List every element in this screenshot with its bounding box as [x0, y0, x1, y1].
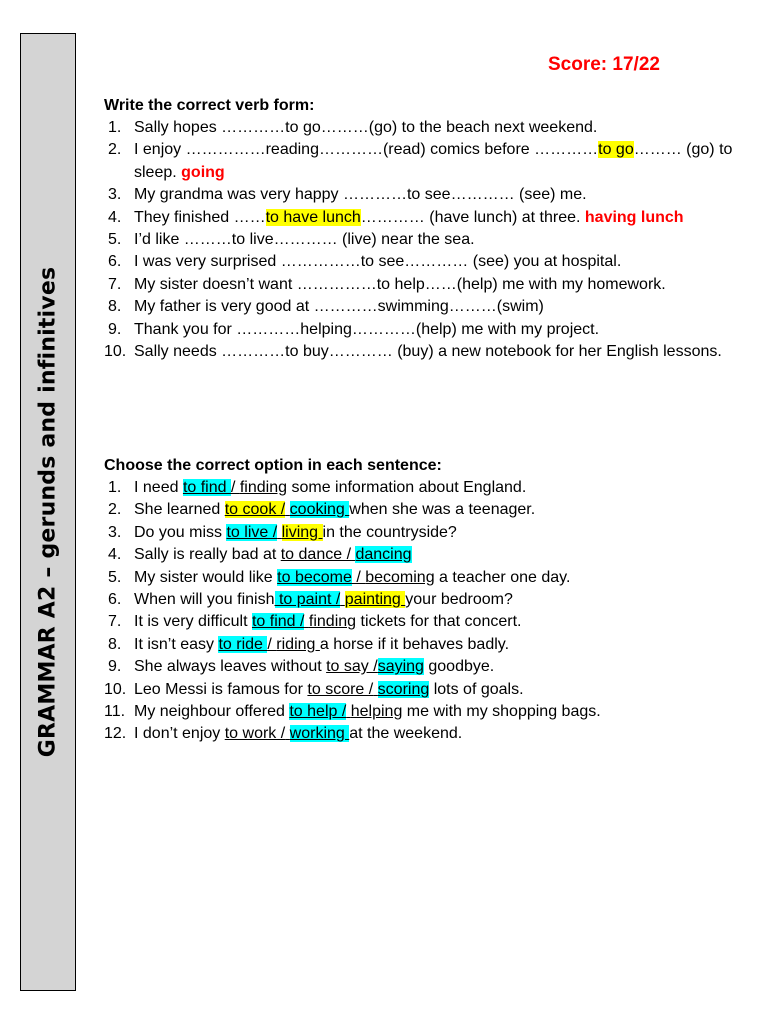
item-number: 7.	[108, 613, 122, 631]
item-number: 3.	[108, 186, 122, 204]
list-item	[104, 567, 744, 589]
option-separator	[373, 681, 377, 698]
item-number: 12.	[104, 725, 127, 743]
item-number: 5.	[108, 231, 122, 249]
option-separator: /	[351, 568, 366, 586]
list-item	[104, 723, 744, 745]
list-item	[104, 139, 744, 184]
list-item	[104, 296, 744, 318]
list-item	[104, 522, 744, 544]
option-gerund: working	[289, 725, 350, 743]
sentence-text: I’d like ………to live………… (live) near the sea.	[134, 231, 475, 249]
answer-options	[183, 479, 287, 496]
option-gerund: becoming	[365, 568, 435, 586]
list-item	[104, 341, 744, 363]
sentence-text: It is very difficult	[134, 613, 252, 631]
option-infinitive: to live /	[226, 523, 278, 541]
list-item	[104, 701, 744, 723]
sentence-text: lots of goals.	[429, 680, 524, 698]
item-number: 8.	[108, 298, 122, 316]
option-infinitive: to help /	[289, 703, 347, 721]
sentence-text: When will you finish	[134, 591, 275, 609]
sentence-text: at the weekend.	[349, 725, 463, 743]
list-item	[104, 319, 744, 341]
item-number: 4.	[108, 546, 122, 564]
item-number: 9.	[108, 320, 122, 338]
item-number: 10.	[104, 680, 127, 698]
option-infinitive: to dance /	[280, 546, 352, 564]
correction-text: going	[181, 163, 225, 181]
sentence-text: It isn’t easy	[134, 635, 219, 653]
score-label: Score: 17/22	[548, 54, 660, 75]
option-gerund: saying	[377, 658, 424, 676]
answer-options	[275, 591, 406, 608]
list-item	[104, 634, 744, 656]
answer-options	[226, 524, 322, 541]
sentence-text: She always leaves without	[134, 658, 327, 676]
answer-options	[281, 546, 412, 563]
sentence-text: They finished ……	[134, 208, 266, 226]
item-number: 7.	[108, 275, 122, 293]
answer-options	[326, 658, 424, 675]
list-item	[104, 499, 744, 521]
sentence-text: My sister doesn’t want ……………to help……(help) me with my homework.	[134, 275, 666, 293]
correction-text: having lunch	[584, 208, 684, 226]
answer-options	[277, 569, 434, 586]
item-number: 8.	[108, 635, 122, 653]
item-number: 9.	[108, 658, 122, 676]
option-gerund: dancing	[355, 546, 412, 564]
section-heading: Choose the correct option in each sentence:	[104, 457, 442, 474]
sentence-text: ……… (go) to sleep.	[134, 141, 733, 181]
item-number: 1.	[108, 119, 122, 136]
item-number: 3.	[108, 523, 122, 541]
option-gerund: scoring	[377, 680, 430, 698]
list-item	[104, 117, 744, 139]
exercise-list	[104, 117, 744, 363]
option-infinitive: to find	[182, 479, 231, 496]
sentence-text: Do you miss	[134, 523, 227, 541]
option-separator	[285, 501, 289, 518]
list-item	[104, 184, 744, 206]
option-infinitive: to ride	[218, 635, 268, 653]
sentence-text: some information about England.	[287, 479, 527, 496]
answer-options	[252, 613, 356, 630]
highlighted-answer: to go	[598, 141, 634, 159]
answer-options	[307, 681, 429, 698]
option-gerund: helping	[350, 703, 403, 721]
sentence-text: goodbye.	[423, 658, 495, 676]
option-infinitive: to find /	[251, 613, 305, 631]
option-gerund: finding	[239, 479, 288, 496]
list-item	[104, 274, 744, 296]
answer-options	[225, 501, 350, 518]
list-item	[104, 679, 744, 701]
option-gerund: riding	[276, 635, 320, 653]
answer-options	[225, 725, 350, 742]
list-item	[104, 656, 744, 678]
option-gerund: living	[281, 523, 323, 541]
option-separator: /	[267, 635, 277, 653]
sentence-text: My father is very good at …………swimming………(swim)	[134, 298, 544, 316]
answer-options	[289, 703, 402, 720]
exercise-list	[104, 477, 744, 746]
sentence-text: I was very surprised ……………to see………… (see) you at hospital.	[134, 253, 622, 271]
sentence-text: My neighbour offered	[134, 703, 290, 721]
item-number: 4.	[108, 208, 122, 226]
sentence-text: Leo Messi is famous for	[134, 680, 308, 698]
list-item	[104, 589, 744, 611]
section-heading: Write the correct verb form:	[104, 97, 315, 114]
list-item	[104, 611, 744, 633]
sentence-text: when she was a teenager.	[349, 501, 536, 519]
worksheet-title: GRAMMAR A2 – gerunds and infinitives	[35, 266, 61, 758]
list-item	[104, 207, 744, 229]
sentence-text: tickets for that concert.	[356, 613, 522, 631]
sentence-text: Thank you for …………helping…………(help) me with my project.	[134, 320, 600, 338]
sentence-text: I don’t enjoy	[134, 725, 225, 743]
item-number: 11.	[104, 703, 126, 721]
sentence-text: me with my shopping bags.	[402, 703, 601, 721]
sentence-text: ………… (have lunch) at three.	[360, 208, 585, 226]
option-gerund: finding	[308, 613, 357, 631]
sidebar-banner	[20, 33, 76, 991]
sentence-text: in the countryside?	[322, 523, 457, 541]
sentence-text: Sally is really bad at	[134, 546, 281, 564]
list-item	[104, 544, 744, 566]
item-number: 10.	[104, 343, 127, 361]
option-infinitive: to say /	[326, 658, 378, 676]
sentence-text: a horse if it behaves badly.	[319, 635, 510, 653]
option-separator	[285, 725, 289, 742]
sentence-text: My sister would like	[134, 568, 278, 586]
item-number: 6.	[108, 591, 122, 609]
sentence-text: I need	[134, 479, 183, 496]
item-number: 5.	[108, 568, 122, 586]
option-infinitive: to paint /	[274, 591, 341, 609]
section-choose-option	[104, 455, 744, 746]
answer-options	[218, 636, 319, 653]
option-infinitive: to work /	[224, 725, 286, 743]
list-item	[104, 477, 744, 499]
item-number: 2.	[108, 501, 122, 519]
option-separator	[277, 524, 281, 541]
option-gerund: cooking	[289, 501, 350, 519]
sentence-text: I enjoy ……………reading…………(read) comics before …………	[134, 141, 599, 159]
list-item	[104, 229, 744, 251]
option-gerund: painting	[344, 591, 406, 609]
item-number: 1.	[108, 479, 122, 496]
option-infinitive: to cook /	[224, 501, 286, 519]
sentence-text: Sally hopes …………to go………(go) to the beach next weekend.	[134, 119, 598, 136]
sentence-text: She learned	[134, 501, 225, 519]
highlighted-answer: to have lunch	[265, 208, 361, 226]
section-verb-form	[104, 95, 744, 363]
sentence-text: My grandma was very happy …………to see………… (see) me.	[134, 186, 587, 204]
sentence-text: your bedroom?	[405, 591, 513, 609]
sentence-text: a teacher one day.	[434, 568, 571, 586]
option-infinitive: to become	[277, 568, 352, 586]
option-separator: /	[230, 479, 240, 496]
option-infinitive: to score /	[307, 680, 374, 698]
list-item	[104, 251, 744, 273]
item-number: 2.	[108, 141, 122, 159]
sentence-text: Sally needs …………to buy………… (buy) a new notebook for her English lessons.	[134, 343, 722, 361]
item-number: 6.	[108, 253, 122, 271]
